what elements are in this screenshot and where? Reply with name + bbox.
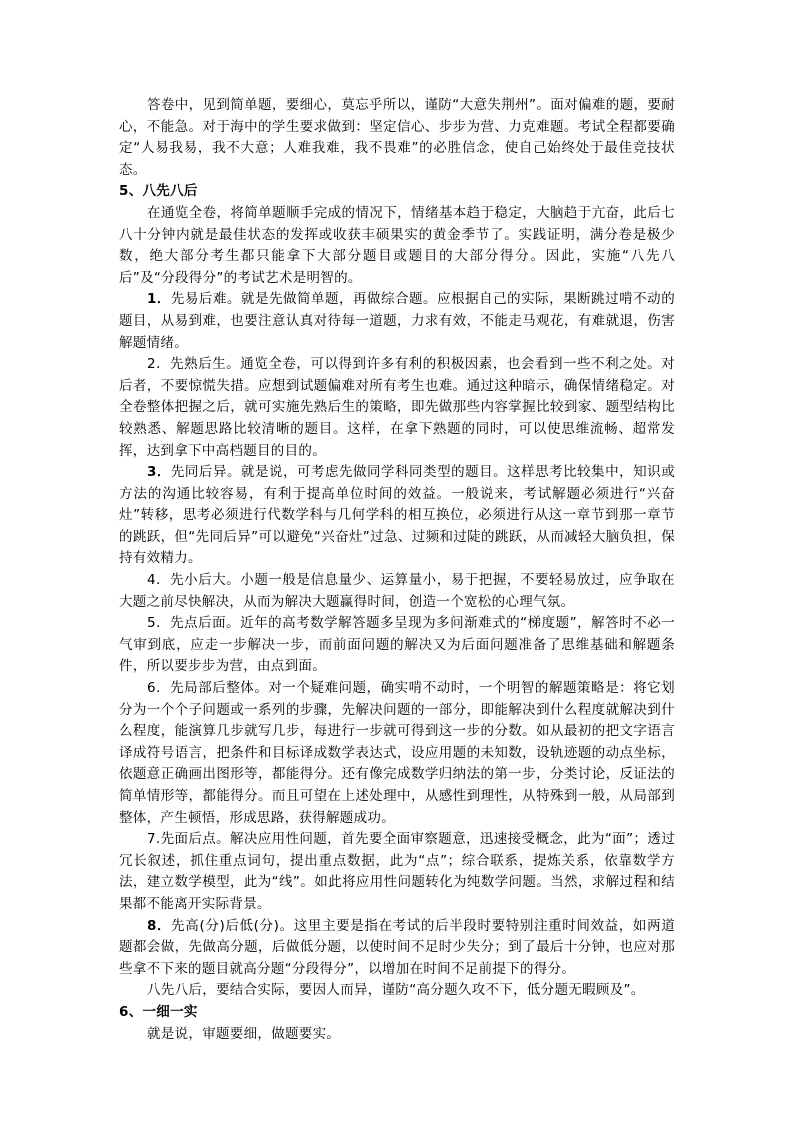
list-item-4 — [119, 570, 675, 613]
list-item-3-text: 先同后异。就是说，可考虑先做同学科同类型的题目。这样思考比较集中，知识或方法的沟通比较容易，有利于提高单位时间的效益。一般说来，考试解题必须进行“兴奋灶”转移，思考必须进行代数学科与几何学科的相互换位，必须进行从这一章节到那一章节的跳跃，但“先同后异”可以避免“兴奋灶”过急、过频和过陡的跳跃，从而减轻大脑负担，保持有效精力。 — [119, 464, 675, 567]
list-item-6-text: 先局部后整体。对一个疑难问题，确实啃不动时，一个明智的解题策略是：将它划分为一个个子问题或一系列的步骤，先解决问题的一部分，即能解决到什么程度就解决到什么程度，能演算几步就写几步，每进行一步就可得到这一步的分数。如从最初的把文字语言译成符号语言，把条件和目标译成数学表达式，设应用题的未知数，设轨迹题的动点坐标，依题意正确画出图形等，都能得分。还有像完成数学归纳法的第一步，分类讨论，反证法的简单情形等，都能得分。而且可望在上述处理中，从感性到理性，从特殊到一般，从局部到整体，产生顿悟，形成思路，获得解题成功。 — [119, 680, 675, 826]
list-item-7 — [119, 829, 675, 915]
list-item-7-text: 先面后点。解决应用性问题，首先要全面审察题意，迅速接受概念，此为“面”；透过冗长叙述，抓住重点词句，提出重点数据，此为“点”；综合联系，提炼关系，依靠数学方法，建立数学模型，此为“线”。如此将应用性问题转化为纯数学问题。当然，求解过程和结果都不能离开实际背景。 — [119, 831, 675, 912]
list-item-6 — [119, 678, 675, 829]
list-item-8-text: 先高(分)后低(分)。这里主要是指在考试的后半段时要特别注重时间效益，如两道题都会做，先做高分题，后做低分题，以使时间不足时少失分；到了最后十分钟，也应对那些拿不下来的题目就高分题“分段得分”，以增加在时间不足前提下的得分。 — [119, 917, 676, 977]
list-item-6-number: 6． — [147, 680, 171, 697]
list-item-1-text: 先易后难。就是先做简单题，再做综合题。应根据自己的实际，果断跳过啃不动的题目，从易到难，也要注意认真对待每一道题，力求有效，不能走马观花，有难就退，伤害解题情绪。 — [119, 291, 675, 351]
section-heading-5: 5、八先八后 — [119, 183, 198, 200]
paragraph-section6-intro: 就是说，审题要细，做题要实。 — [147, 1025, 341, 1042]
list-item-1 — [119, 289, 675, 354]
list-item-5-number: 5． — [147, 615, 171, 632]
list-item-7-number: 7. — [147, 831, 161, 848]
document-page — [119, 95, 675, 1045]
list-item-8-number: 8． — [147, 917, 172, 934]
list-item-2 — [119, 354, 675, 462]
list-item-2-text: 先熟后生。通览全卷，可以得到许多有利的积极因素，也会看到一些不利之处。对后者，不要惊慌失措。应想到试题偏难对所有考生也难。通过这种暗示，确保情绪稳定。对全卷整体把握之后，就可实施先熟后生的策略，即先做那些内容掌握比较到家、题型结构比较熟悉、解题思路比较清晰的题目。这样，在拿下熟题的同时，可以使思维流畅、超常发挥，达到拿下中高档题目的目的。 — [119, 356, 675, 459]
section-heading-6: 6、一细一实 — [119, 1003, 198, 1020]
list-item-4-number: 4． — [147, 572, 171, 589]
list-item-3-number: 3． — [147, 464, 171, 481]
list-item-4-text: 先小后大。小题一般是信息量少、运算量小，易于把握，不要轻易放过，应争取在大题之前尽快解决，从而为解决大题赢得时间，创造一个宽松的心理气氛。 — [119, 572, 675, 610]
list-item-5 — [119, 613, 675, 678]
list-item-2-number: 2． — [147, 356, 171, 373]
list-item-5-text: 先点后面。近年的高考数学解答题多呈现为多问渐难式的“梯度题”，解答时不必一气审到底，应走一步解决一步，而前面问题的解决又为后面问题准备了思维基础和解题条件，所以要步步为营，由点到面。 — [119, 615, 675, 675]
paragraph-intro: 答卷中，见到简单题，要细心，莫忘乎所以，谨防“大意失荆州”。面对偏难的题，要耐心，不能急。对于海中的学生要求做到：坚定信心、步步为营、力克难题。考试全程都要确定“人易我易，我不大意；人难我难，我不畏难”的必胜信念，使自己始终处于最佳竞技状态。 — [119, 97, 675, 178]
paragraph-section5-summary: 八先八后，要结合实际，要因人而异，谨防“高分题久攻不下，低分题无暇顾及”。 — [147, 982, 645, 999]
list-item-8 — [119, 916, 675, 981]
list-item-3 — [119, 462, 675, 570]
list-item-1-number: 1． — [147, 291, 171, 308]
paragraph-section5-intro: 在通览全卷，将简单题顺手完成的情况下，情绪基本趋于稳定，大脑趋于亢奋，此后七八十分钟内就是最佳状态的发挥或收获丰硕果实的黄金季节了。实践证明，满分卷是极少数，绝大部分考生都只能拿下大部分题目或题目的大部分得分。因此，实施“八先八后”及“分段得分”的考试艺术是明智的。 — [119, 204, 675, 286]
